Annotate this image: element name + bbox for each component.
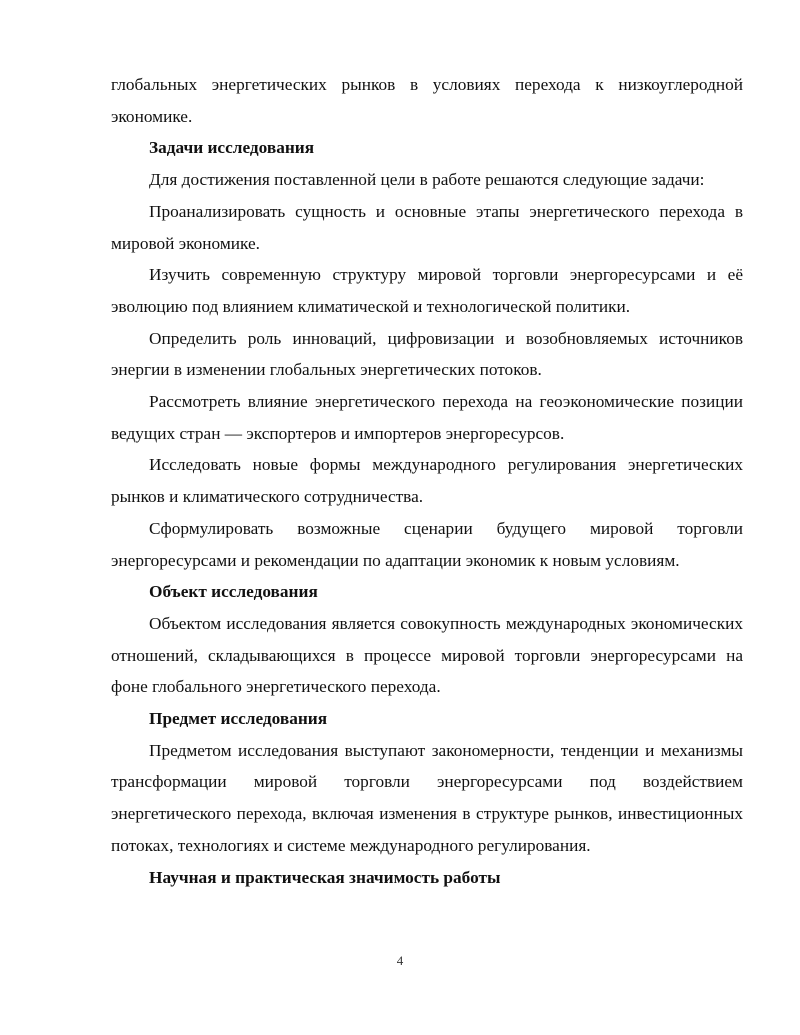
paragraph-object: Объектом исследования является совокупность международных экономических отношений, складывающихся в процессе мировой торговли энергоресурсами на фоне глобального энергетического перехода. [111,613,743,697]
paragraph-subject: Предметом исследования выступают закономерности, тенденции и механизмы трансформации мировой торговли энергоресурсами под воздействием энергетического перехода, включая изменения в структуре рынков, инвестиционных потоках, технологиях и системе международного регулирования. [111,740,743,855]
section-heading-subject: Предмет исследования [149,709,328,729]
section-heading-object: Объект исследования [149,582,318,602]
document-page [111,69,743,893]
paragraph-task-1: Проанализировать сущность и основные этапы энергетического перехода в мировой экономике. [111,201,743,253]
paragraph-task-3: Определить роль инноваций, цифровизации и возобновляемых источников энергии в изменении глобальных энергетических потоков. [111,328,743,380]
paragraph-task-4: Рассмотреть влияние энергетического перехода на геоэкономические позиции ведущих стран — экспортеров и импортеров энергоресурсов. [111,392,743,443]
page-number: 4 [396,953,404,968]
paragraph-task-5: Исследовать новые формы международного регулирования энергетических рынков и климатического сотрудничества. [111,455,743,507]
paragraph-tasks-intro: Для достижения поставленной цели в работе решаются следующие задачи: [149,170,705,190]
paragraph-task-2: Изучить современную структуру мировой торговли энергоресурсами и её эволюцию под влиянием климатической и технологической политики. [111,265,743,316]
section-heading-tasks: Задачи исследования [149,138,315,158]
paragraph-continuation: глобальных энергетических рынков в условиях перехода к низкоуглеродной экономике. [111,75,743,126]
section-heading-significance: Научная и практическая значимость работы [149,867,501,887]
paragraph-task-6: Сформулировать возможные сценарии будущего мировой торговли энергоресурсами и рекомендации по адаптации экономик к новым условиям. [111,518,743,570]
